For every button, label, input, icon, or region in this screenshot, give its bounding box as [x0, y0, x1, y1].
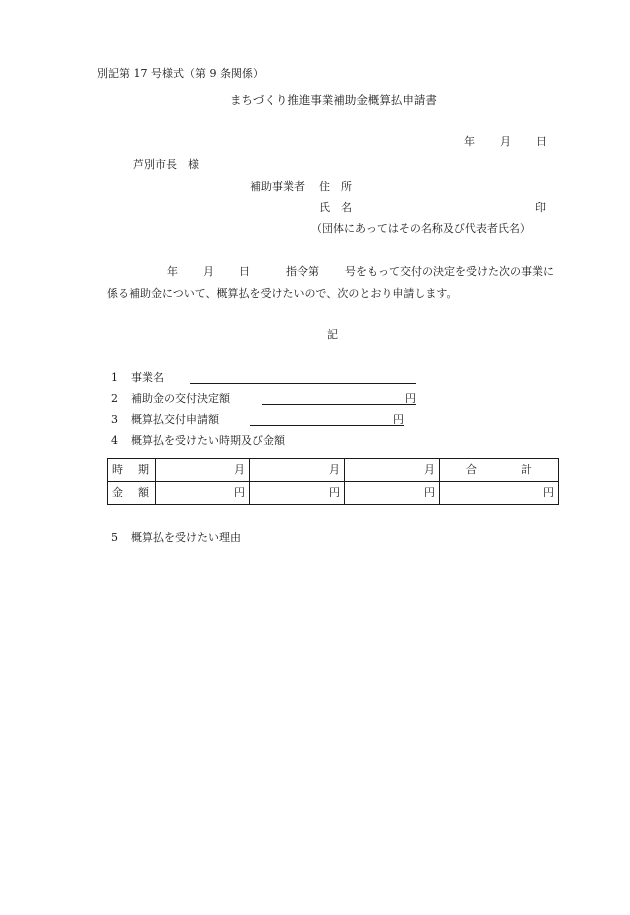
- total-label-cell: 合 計: [440, 459, 559, 482]
- body-line2: 係る補助金について、概算払を受けたいので、次のとおり申請します。: [107, 287, 458, 300]
- date-month-label: 月: [500, 135, 511, 148]
- table-row: [108, 459, 559, 482]
- item-3-underline: [250, 425, 404, 426]
- amount-yen-cell[interactable]: 円: [250, 482, 345, 505]
- document-title: まちづくり推進事業補助金概算払申請書: [230, 93, 437, 107]
- amount-yen-cell[interactable]: 円: [345, 482, 440, 505]
- addressee: 芦別市長 様: [133, 158, 199, 171]
- body-year: 年: [167, 265, 178, 278]
- date-year-label: 年: [464, 135, 475, 148]
- period-month-cell[interactable]: 月: [156, 459, 250, 482]
- body-line1-rest: 号をもって交付の決定を受けた次の事業に: [345, 265, 554, 278]
- amount-label-cell: 金 額: [108, 482, 156, 505]
- item-5-label: 概算払を受けたい理由: [131, 531, 241, 544]
- item-1-underline: [190, 383, 416, 384]
- item-2-number: 2: [111, 392, 118, 405]
- item-1-number: 1: [111, 371, 118, 384]
- item-3-unit: 円: [393, 413, 404, 426]
- seal-mark: 印: [535, 201, 546, 214]
- item-3-label: 概算払交付申請額: [131, 413, 219, 426]
- body-day: 日: [239, 265, 250, 278]
- item-2-unit: 円: [405, 392, 416, 405]
- period-month-cell[interactable]: 月: [250, 459, 345, 482]
- form-number: 別記第 17 号様式（第 9 条関係）: [97, 67, 264, 80]
- applicant-name-label: 氏 名: [319, 201, 352, 214]
- item-4-number: 4: [111, 434, 118, 447]
- item-3-number: 3: [111, 413, 118, 426]
- item-2-label: 補助金の交付決定額: [131, 392, 230, 405]
- order-number-prefix: 指令第: [286, 265, 319, 278]
- period-label-cell: 時 期: [108, 459, 156, 482]
- item-4-label: 概算払を受けたい時期及び金額: [131, 434, 285, 447]
- date-day-label: 日: [536, 135, 547, 148]
- period-month-cell[interactable]: 月: [345, 459, 440, 482]
- applicant-note: （団体にあってはその名称及び代表者氏名）: [311, 222, 531, 235]
- ki-heading: 記: [327, 328, 338, 341]
- amount-yen-cell[interactable]: 円: [156, 482, 250, 505]
- item-1-label: 事業名: [131, 371, 164, 384]
- item-5-number: 5: [111, 531, 118, 544]
- applicant-address-label: 住 所: [319, 180, 352, 193]
- total-yen-cell[interactable]: 円: [440, 482, 559, 505]
- item-2-underline: [262, 404, 416, 405]
- body-month: 月: [203, 265, 214, 278]
- applicant-role-label: 補助事業者: [250, 180, 305, 193]
- period-amount-table: [107, 458, 559, 505]
- table-row: [108, 482, 559, 505]
